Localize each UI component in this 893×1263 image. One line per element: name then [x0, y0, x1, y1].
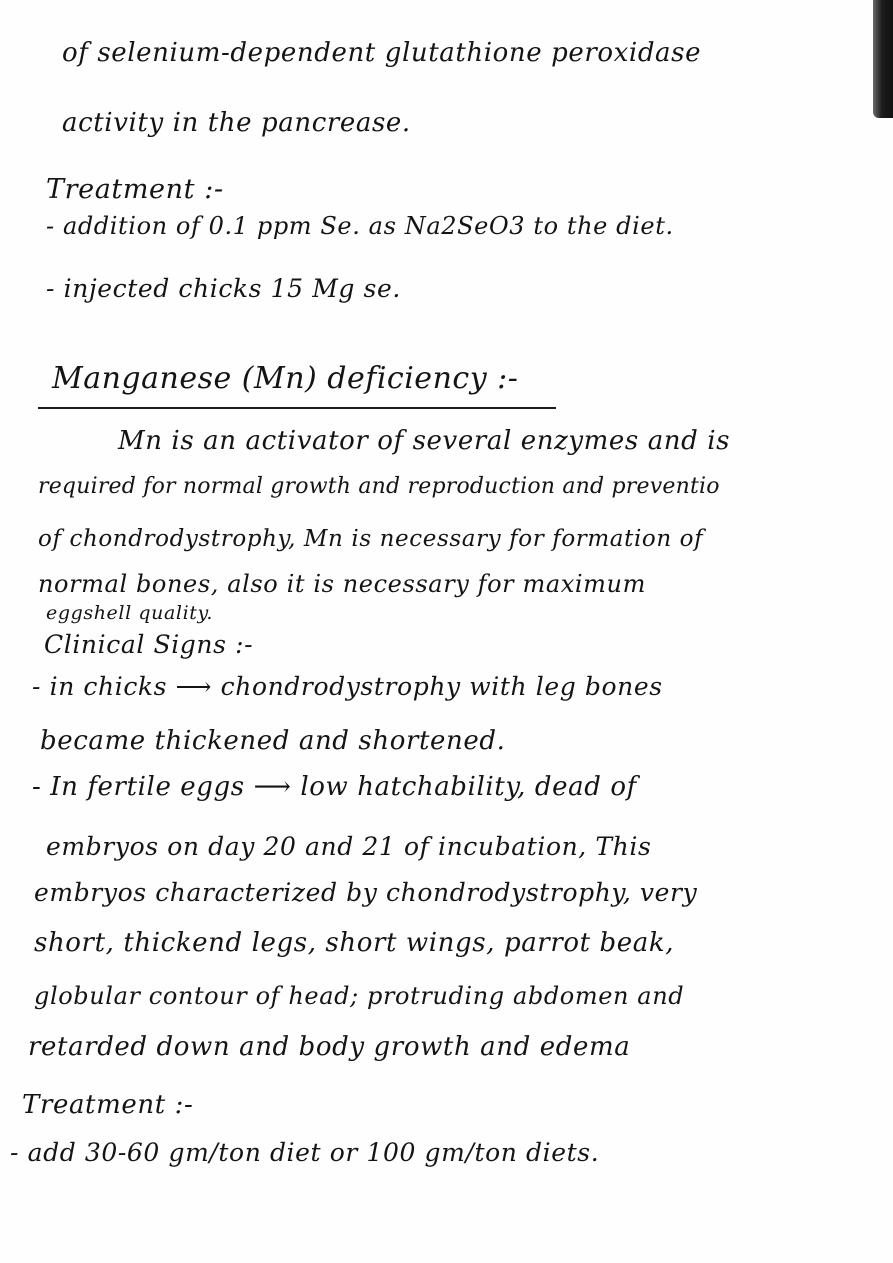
- text-line-17: embryos characterized by chondrodystrophy, very: [34, 878, 698, 907]
- page-edge-shadow: [873, 0, 893, 118]
- text-line-14: became thickened and shortened.: [40, 726, 506, 756]
- heading-underline: [38, 407, 556, 409]
- section-heading-manganese: Manganese (Mn) deficiency :-: [52, 361, 519, 396]
- treatment-heading-2: Treatment :-: [22, 1090, 194, 1120]
- text-line-18: short, thickend legs, short wings, parrot beak,: [34, 928, 675, 958]
- text-line-19: globular contour of head; protruding abdomen and: [34, 982, 685, 1010]
- text-line-2: activity in the pancrease.: [62, 108, 411, 138]
- clinical-signs-heading: Clinical Signs :-: [44, 630, 254, 659]
- treatment-item-3: - add 30-60 gm/ton diet or 100 gm/ton diets.: [10, 1138, 600, 1167]
- treatment-item-2: - injected chicks 15 Mg se.: [46, 274, 401, 303]
- text-line-10: normal bones, also it is necessary for maximum: [38, 570, 646, 598]
- treatment-heading-1: Treatment :-: [46, 174, 224, 205]
- clinical-sign-chicks: - in chicks ⟶ chondrodystrophy with leg bones: [32, 672, 663, 701]
- text-line-7: Mn is an activator of several enzymes and is: [118, 426, 731, 456]
- clinical-sign-eggs: - In fertile eggs ⟶ low hatchability, dead of: [32, 772, 637, 802]
- treatment-item-1: - addition of 0.1 ppm Se. as Na2SeO3 to the diet.: [46, 212, 674, 240]
- text-line-8: required for normal growth and reproduction and preventio: [38, 474, 720, 499]
- text-line-9: of chondrodystrophy, Mn is necessary for formation of: [38, 526, 704, 552]
- text-line-16: embryos on day 20 and 21 of incubation, This: [46, 832, 652, 861]
- text-line-20: retarded down and body growth and edema: [28, 1032, 631, 1062]
- text-line-1: of selenium-dependent glutathione peroxidase: [62, 38, 702, 68]
- text-line-11: eggshell quality.: [46, 602, 213, 624]
